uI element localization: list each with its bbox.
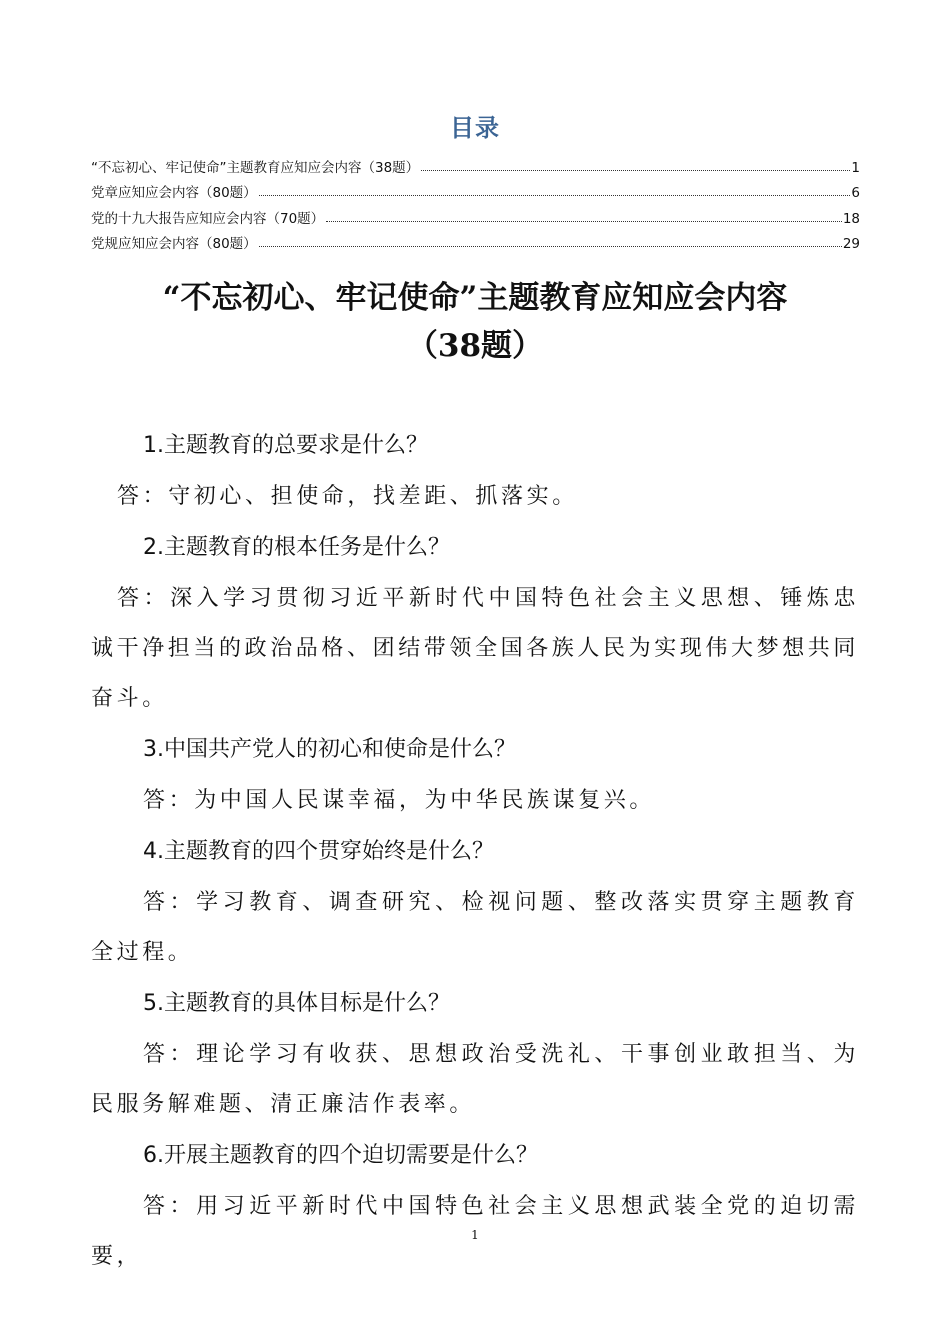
toc-entry[interactable]	[91, 176, 860, 202]
document-title-line1: “不忘初心、牢记使命”主题教育应知应会内容	[162, 280, 788, 316]
qa-section	[91, 420, 859, 1282]
toc-entry-label: 党的十九大报告应知应会内容（70题）	[91, 210, 325, 227]
document-title	[0, 274, 950, 370]
answer-text: 答：理论学习有收获、思想政治受洗礼、干事创业敢担当、为民服务解难题、清正廉洁作表率。	[91, 1042, 859, 1117]
toc-entry-page: 1	[851, 159, 860, 176]
toc-leader-dots	[421, 170, 850, 171]
question-text: 6.开展主题教育的四个迫切需要是什么？	[143, 1143, 538, 1168]
question-text: 2.主题教育的根本任务是什么？	[143, 535, 450, 560]
toc-entry-page: 29	[842, 236, 860, 252]
question-text: 1.主题教育的总要求是什么？	[143, 433, 428, 458]
toc-entry-label: “不忘初心、牢记使命”主题教育应知应会内容（38题）	[91, 159, 420, 176]
toc-leader-dots	[259, 246, 842, 247]
toc-entry[interactable]	[91, 150, 860, 176]
toc-entry-label: 党章应知应会内容（80题）	[91, 185, 257, 201]
answer-text: 答：守初心、担使命，找差距、抓落实。	[117, 484, 578, 509]
answer-text: 答：用习近平新时代中国特色社会主义思想武装全党的迫切需要，	[91, 1194, 859, 1269]
document-title-line2: （38题）	[406, 328, 544, 364]
answer-text: 答：深入学习贯彻习近平新时代中国特色社会主义思想、锤炼忠诚干净担当的政治品格、团结带领全国各族人民为实现伟大梦想共同奋斗。	[91, 586, 860, 711]
table-of-contents	[91, 150, 860, 252]
answer-text: 答：学习教育、调查研究、检视问题、整改落实贯穿主题教育全过程。	[91, 890, 859, 965]
page-number: 1	[471, 1228, 479, 1242]
toc-leader-dots	[326, 221, 842, 222]
toc-entry[interactable]	[91, 227, 860, 253]
toc-entry-page: 18	[842, 210, 860, 227]
question-text: 3.中国共产党人的初心和使命是什么？	[143, 737, 516, 762]
answer-text: 答：为中国人民谋幸福，为中华民族谋复兴。	[143, 788, 656, 813]
toc-entry-page: 6	[851, 185, 860, 201]
question-text: 5.主题教育的具体目标是什么？	[143, 991, 450, 1016]
toc-leader-dots	[259, 195, 851, 196]
toc-entry-label: 党规应知应会内容（80题）	[91, 236, 257, 252]
toc-title: 目录	[450, 114, 500, 142]
toc-entry[interactable]	[91, 201, 860, 227]
question-text: 4.主题教育的四个贯穿始终是什么？	[143, 839, 494, 864]
